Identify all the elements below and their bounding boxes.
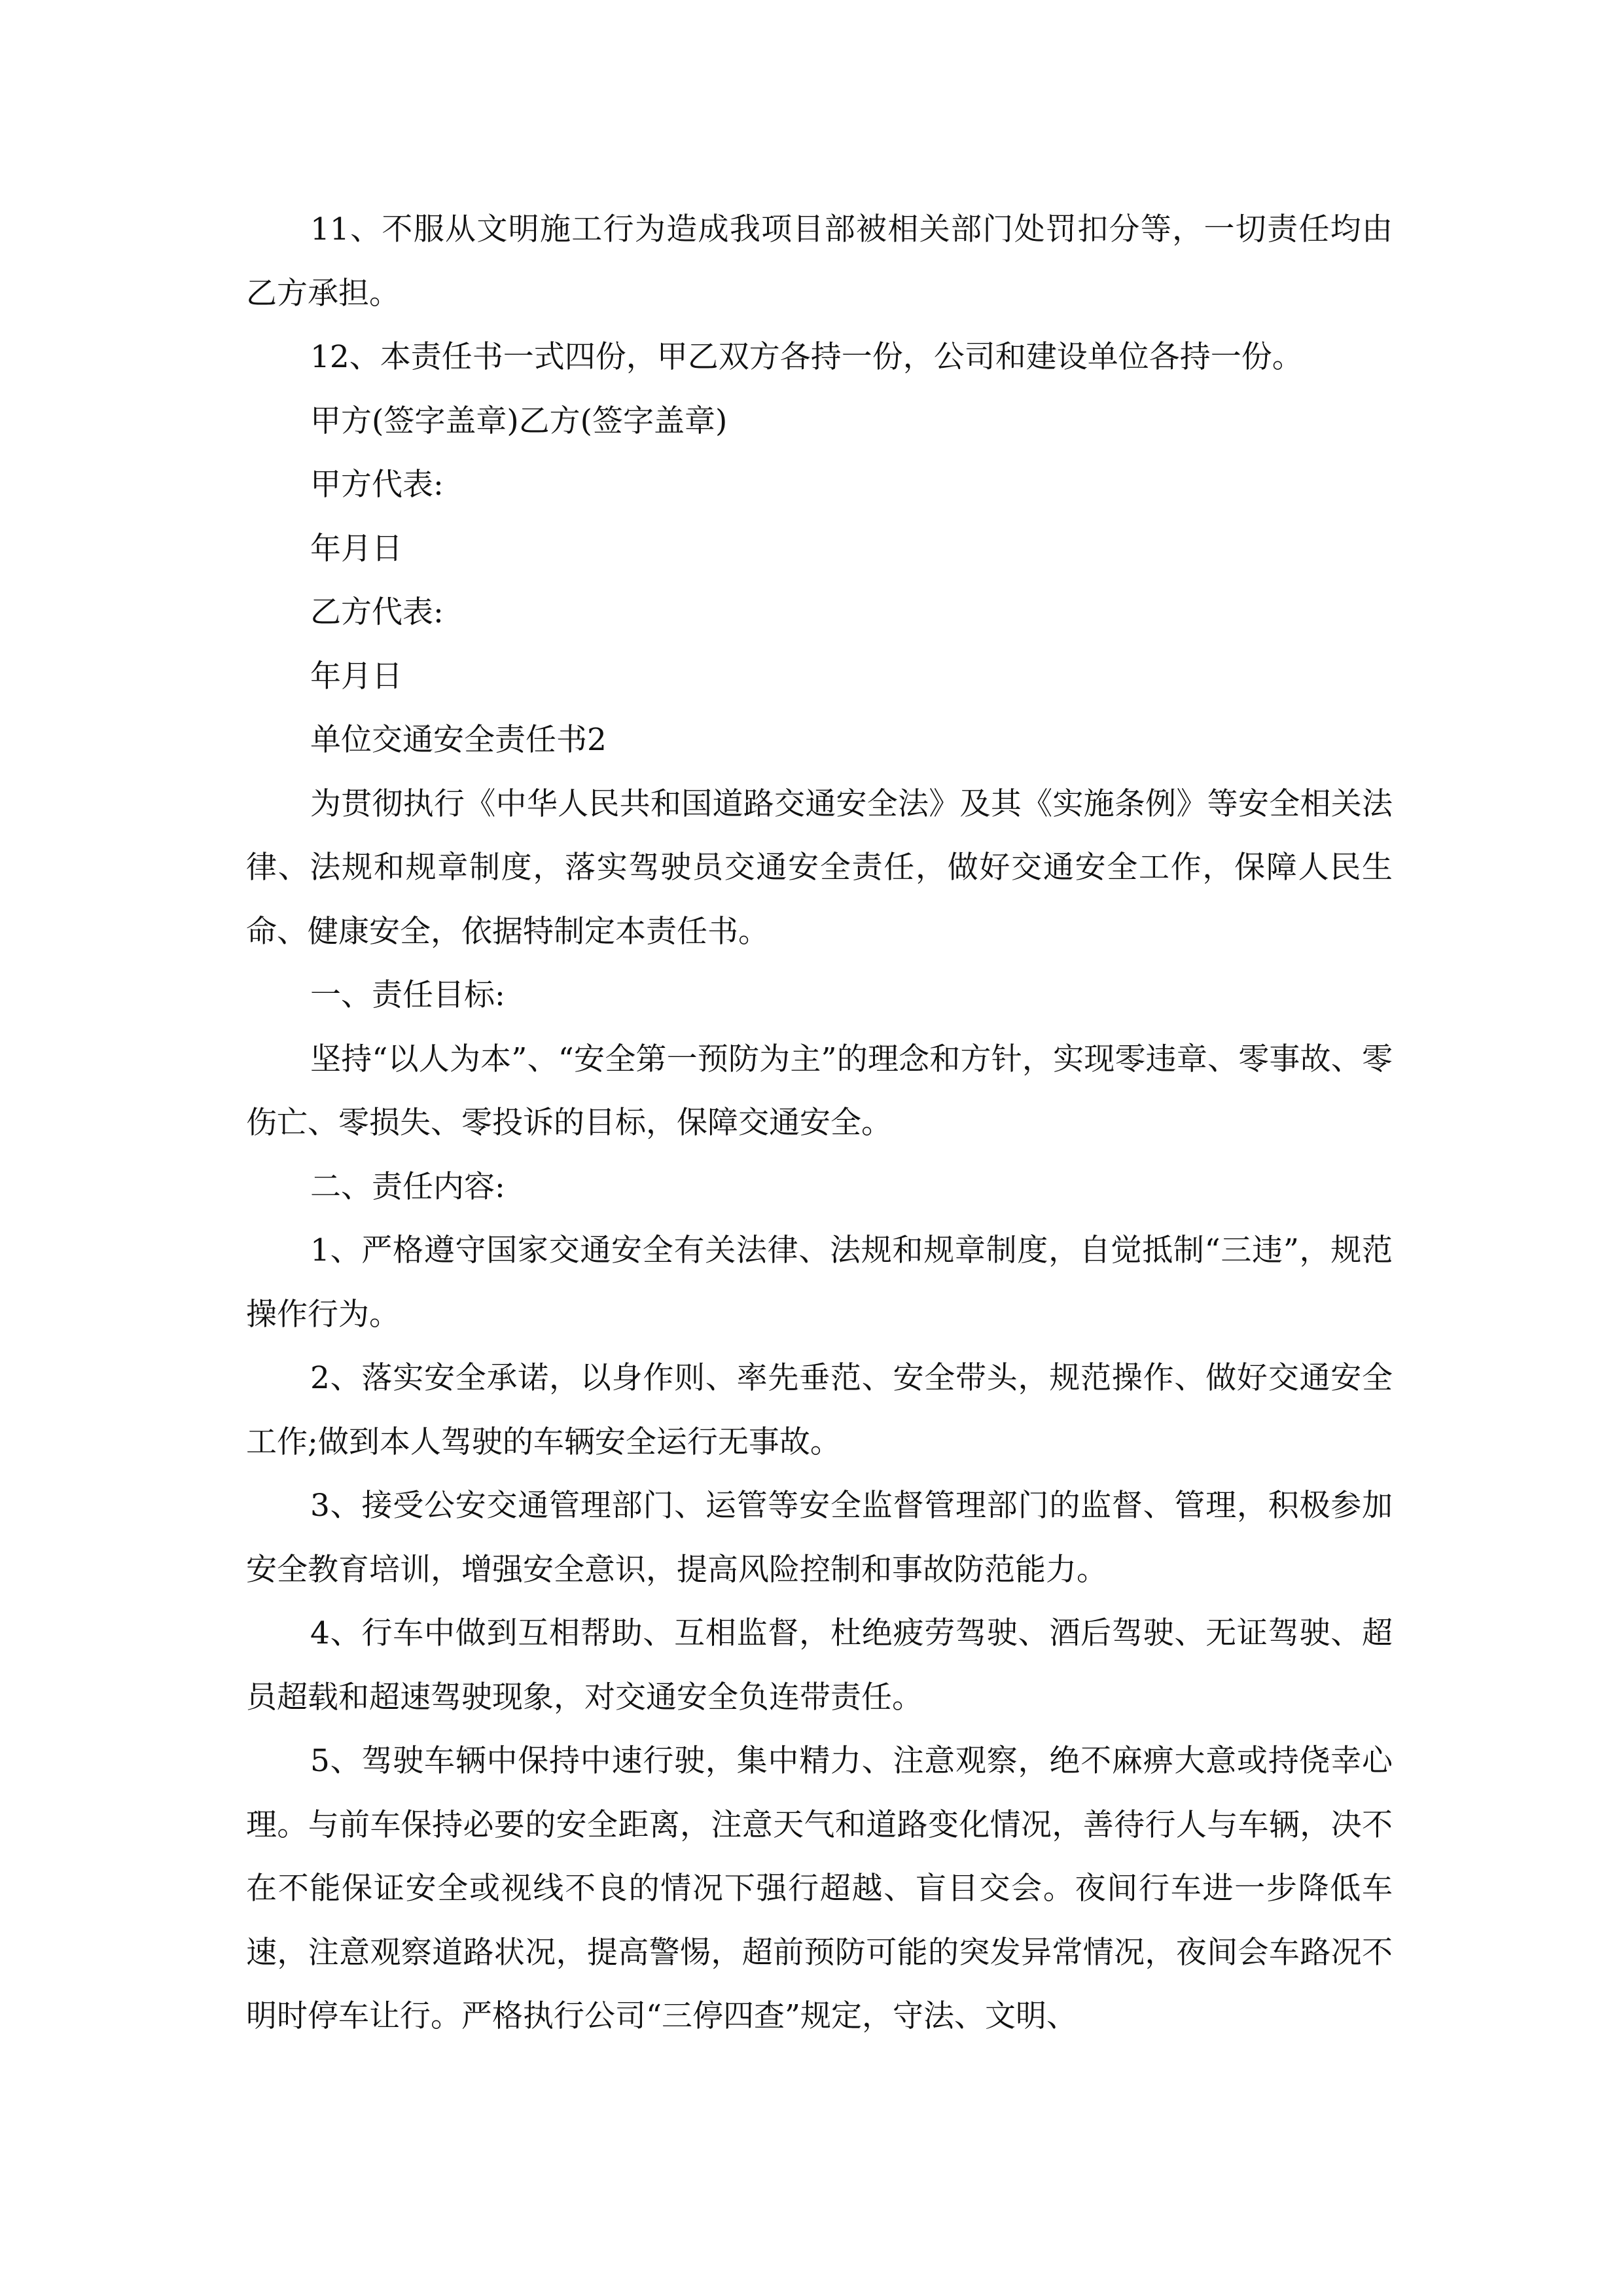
paragraph-item-3: 3、接受公安交通管理部门、运管等安全监督管理部门的监督、管理，积极参加安全教育培训，增强安全意识，提高风险控制和事故防范能力。 <box>246 1488 1393 1588</box>
paragraph-item-1: 1、严格遵守国家交通安全有关法律、法规和规章制度，自觉抵制“三违”，规范操作行为。 <box>246 1232 1393 1333</box>
paragraph-goal: 坚持“以人为本”、“安全第一预防为主”的理念和方针，实现零违章、零事故、零伤亡、零损失、零投诉的目标，保障交通安全。 <box>246 1041 1393 1141</box>
party-a-date: 年月日 <box>310 530 402 567</box>
paragraph-clause-11: 11、不服从文明施工行为造成我项目部被相关部门处罚扣分等，一切责任均由乙方承担。 <box>246 211 1393 312</box>
document-body <box>246 198 1393 2049</box>
paragraph-intro: 为贯彻执行《中华人民共和国道路交通安全法》及其《实施条例》等安全相关法律、法规和规章制度，落实驾驶员交通安全责任，做好交通安全工作，保障人民生命、健康安全，依据特制定本责任书。 <box>246 785 1393 950</box>
party-b-representative: 乙方代表: <box>310 594 444 630</box>
heading-responsibility-content: 二、责任内容: <box>310 1168 505 1205</box>
signature-line: 甲方(签字盖章)乙方(签字盖章) <box>310 403 728 439</box>
party-b-date: 年月日 <box>310 658 402 694</box>
paragraph-item-5: 5、驾驶车辆中保持中速行驶，集中精力、注意观察，绝不麻痹大意或持侥幸心理。与前车保持必要的安全距离，注意天气和道路变化情况，善待行人与车辆，决不在不能保证安全或视线不良的情况下强行超越、盲目交会。夜间行车进一步降低车速，注意观察道路状况，提高警惕，超前预防可能的突发异常情况，夜间会车路况不明时停车让行。严格执行公司“三停四查”规定，守法、文明、 <box>246 1743 1393 2034</box>
paragraph-clause-12: 12、本责任书一式四份，甲乙双方各持一份，公司和建设单位各持一份。 <box>310 339 1303 375</box>
paragraph-item-4: 4、行车中做到互相帮助、互相监督，杜绝疲劳驾驶、酒后驾驶、无证驾驶、超员超载和超速驾驶现象，对交通安全负连带责任。 <box>246 1615 1393 1715</box>
heading-responsibility-goal: 一、责任目标: <box>310 977 505 1013</box>
paragraph-item-2: 2、落实安全承诺，以身作则、率先垂范、安全带头，规范操作、做好交通安全工作;做到本人驾驶的车辆安全运行无事故。 <box>246 1360 1393 1460</box>
section-title: 单位交通安全责任书2 <box>310 722 607 758</box>
party-a-representative: 甲方代表: <box>310 467 444 503</box>
